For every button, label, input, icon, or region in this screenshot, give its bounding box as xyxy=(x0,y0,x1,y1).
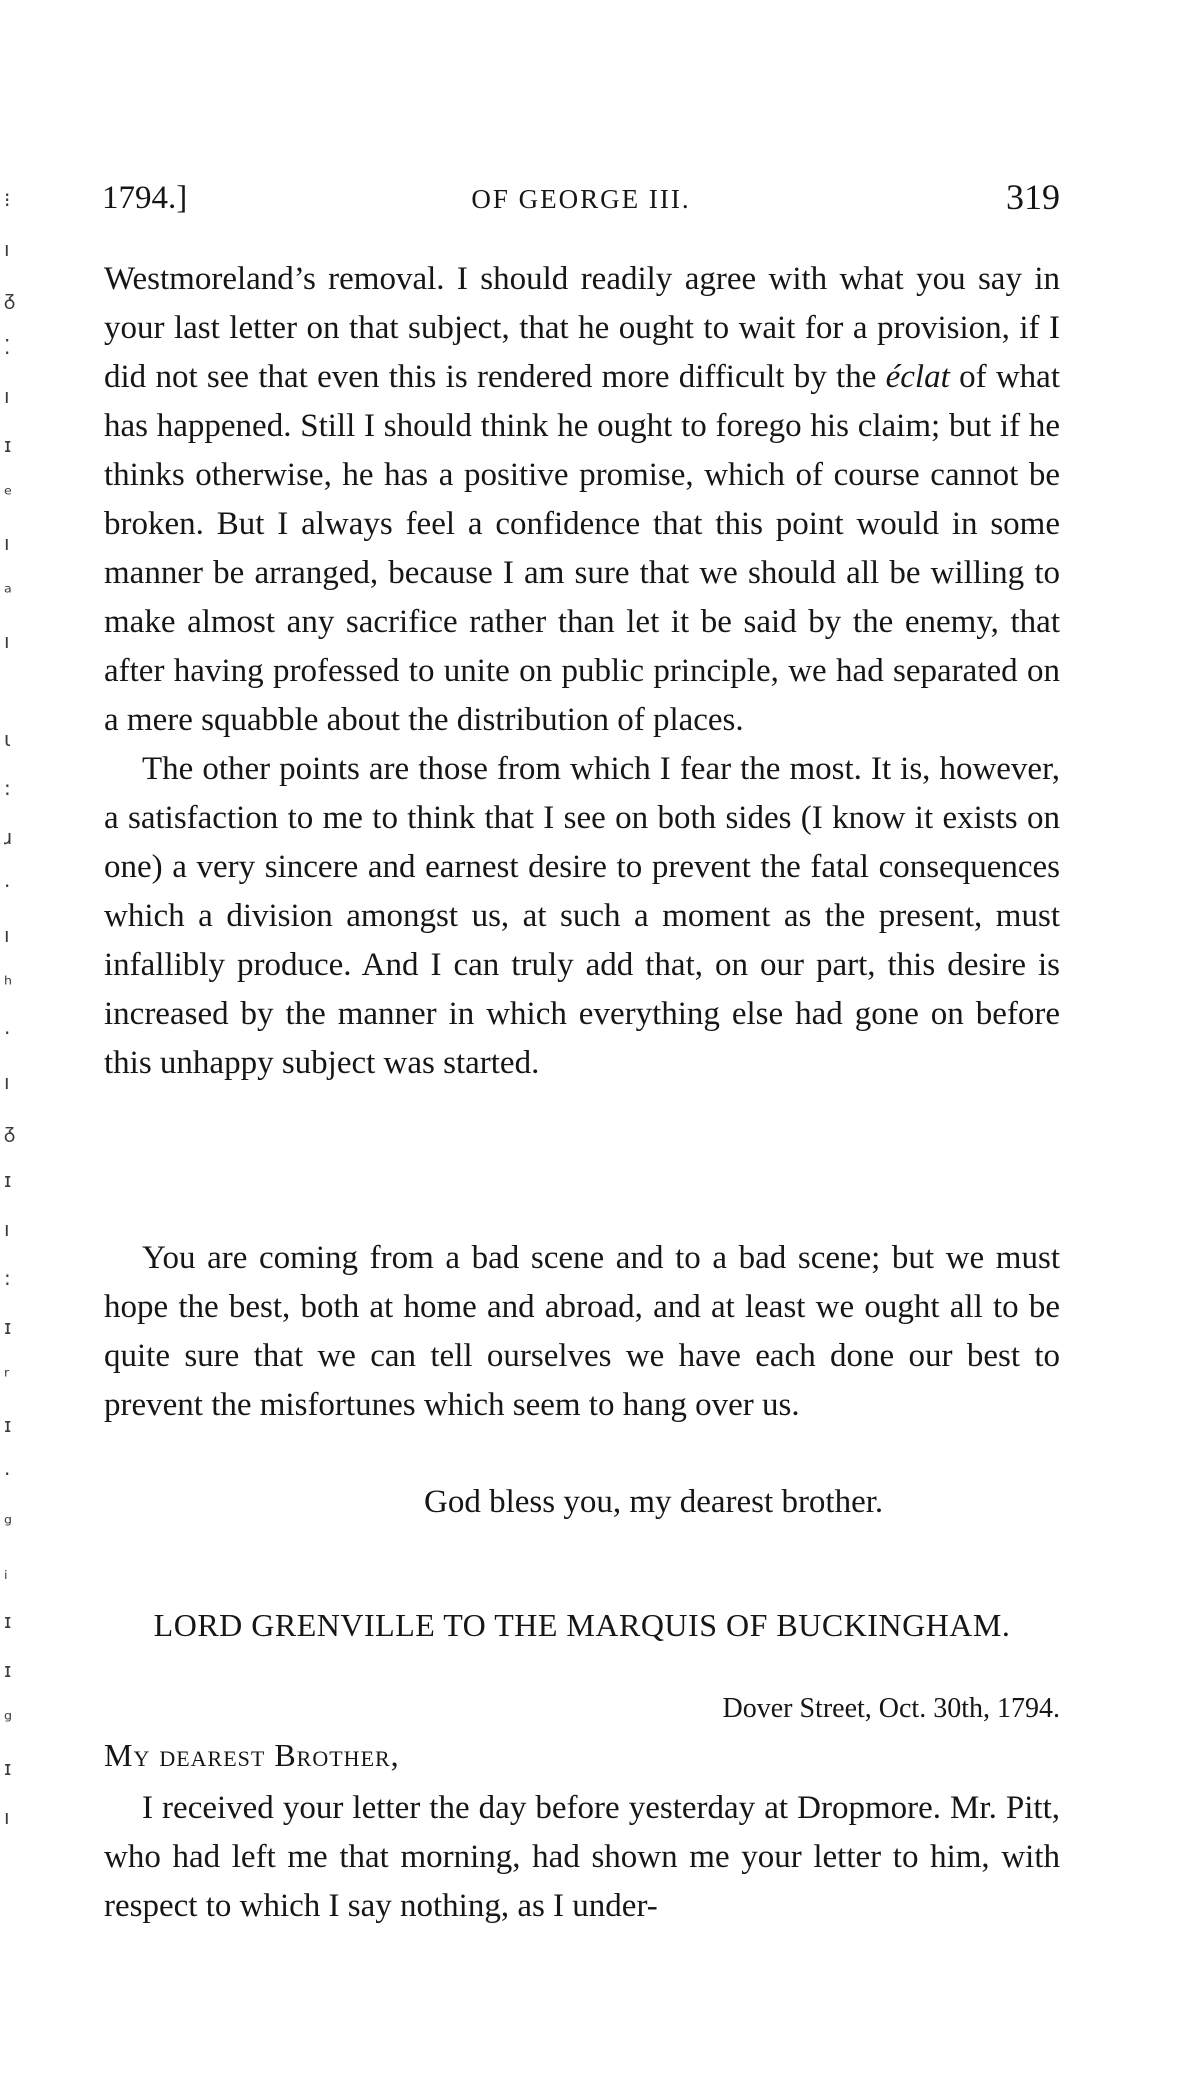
running-header xyxy=(102,176,1060,220)
letter-continuation xyxy=(104,255,1060,1088)
letter-closing: God bless you, my dearest brother. xyxy=(424,1484,884,1520)
paragraph: You are coming from a bad scene and to a bad scene; but we must hope the best, both at home and abroad, and at least we ought all to be quite sure that we can tell ourselves we have each done our best to prevent the misfortunes which seem to hang over us. xyxy=(104,1240,1060,1423)
running-title: OF GEORGE III. xyxy=(471,184,691,214)
paragraph-text: Westmoreland’s removal. I should readily agree with what you say in your last letter on that subject, that he ought to wait for a provision, if I did not see that even this is rendered more difficult by the xyxy=(104,261,1060,395)
paragraph-text: of what has happened. Still I should think he ought to forego his claim; but if he thinks otherwise, he has a positive promise, which of course cannot be broken. But I always feel a confidence that this point would in some manner be arranged, because I am sure that we should all be willing to make almost any sacrifice rather than let it be said by the enemy, that after having professed to unite on public principle, we had separated on a mere squabble about the distribution of places. xyxy=(104,359,1060,738)
dateline: Dover Street, Oct. 30th, 1794. xyxy=(722,1693,1060,1724)
paragraph xyxy=(104,255,1060,745)
paragraph: The other points are those from which I fear the most. It is, however, a satisfaction to me to think that I see on both sides (I know it exists on one) a very sincere and earnest desire to prevent the fatal consequences which a division amongst us, at such a moment as the present, must infallibly produce. And I can truly add that, on our part, this desire is increased by the manner in which everything else had gone on before this unhappy subject was started. xyxy=(104,751,1060,1081)
letter-heading: LORD GRENVILLE TO THE MARQUIS OF BUCKINGHAM. xyxy=(153,1607,1011,1643)
facing-page-bleed-through: ⁝ ı ᵹ ⁚ ı ɪ ᵉ ı ᵃ ı ɩ : ɹ · ı ʰ · ı ᵹ ɪ ı : ɪ ʳ ɪ · ᵍ ᵢ ɪ ɪ ᵍ ɪ ı xyxy=(4,188,16,1829)
letter-body: I received your letter the day before yesterday at Dropmore. Mr. Pitt, who had left me that morning, had shown me your letter to him, with respect to which I say nothing, as I under- xyxy=(104,1790,1060,1924)
emphasis-text: éclat xyxy=(885,359,950,395)
page-number: 319 xyxy=(1006,177,1060,217)
header-year: 1794.] xyxy=(102,180,188,216)
salutation: My dearest Brother, xyxy=(104,1737,400,1773)
